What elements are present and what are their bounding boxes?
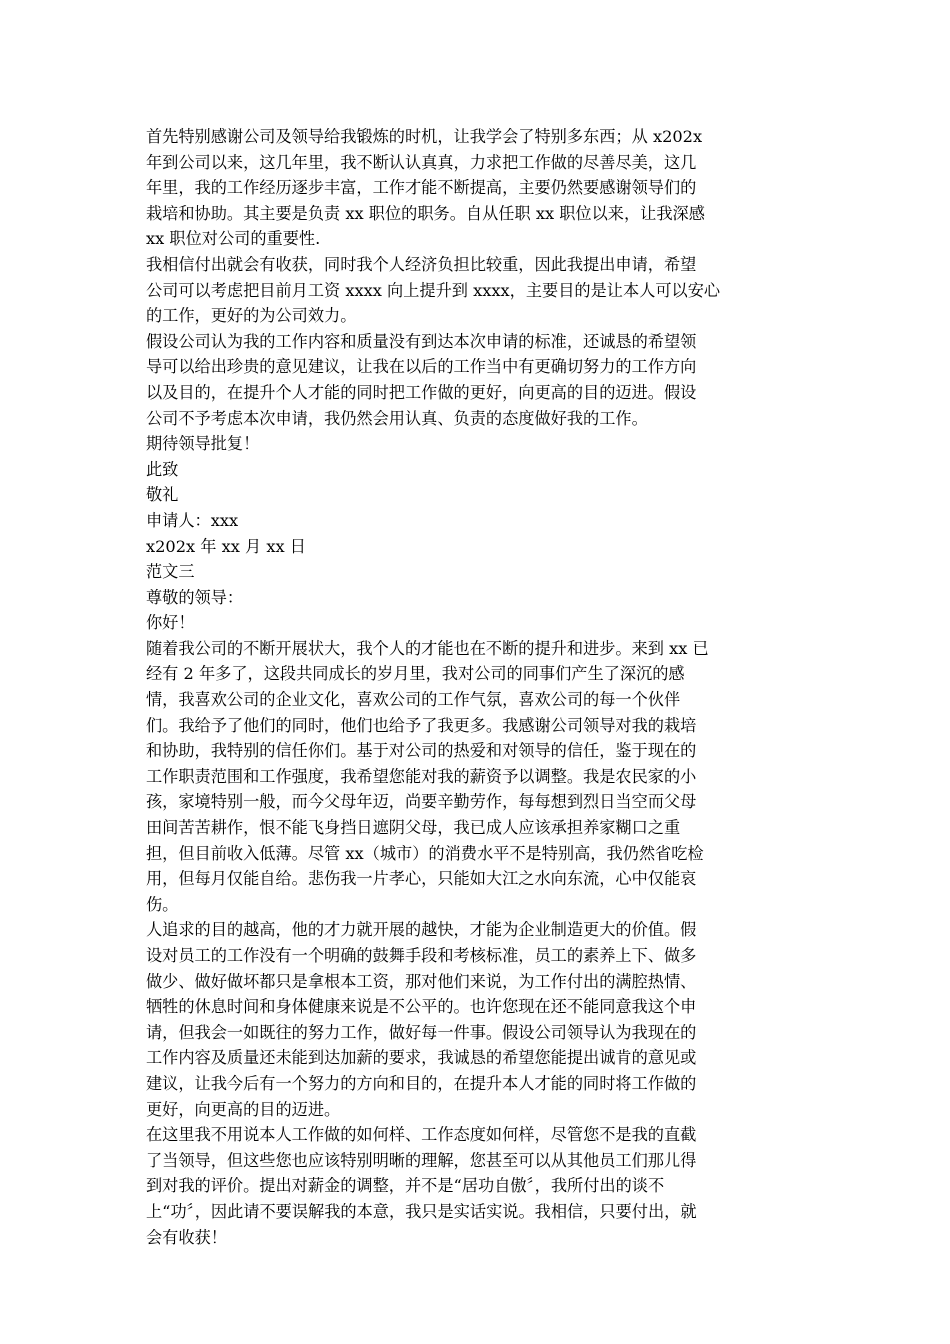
text-line: 设对员工的工作没有一个明确的鼓舞手段和考核标准，员工的素养上下、做多 (146, 946, 697, 965)
text-line: 尊敬的领导： (146, 587, 244, 607)
text-line: 请，但我会一如既往的努力工作，做好每一件事。假设公司领导认为我现在的 (146, 1022, 697, 1042)
text-line: 期待领导批复！ (146, 434, 260, 454)
text-line: 经有 2 年多了，这段共同成长的岁月里，我对公司的同事们产生了深沉的感 (146, 664, 685, 684)
text-line: 公司可以考虑把目前月工资 xxxx 向上提升到 xxxx，主要目的是让本人可以安心 (146, 280, 721, 300)
text-line: 用，但每月仅能自给。悲伤我一片孝心，只能如大江之水向东流，心中仅能哀 (146, 869, 697, 889)
text-line: 到对我的评价。提出对薪金的调整，并不是“居功自傲〞，我所付出的谈不 (146, 1176, 665, 1196)
text-line: 建议，让我今后有一个努力的方向和目的，在提升本人才能的同时将工作做的 (146, 1073, 697, 1093)
text-line: 的工作，更好的为公司效力。 (146, 306, 357, 326)
text-line: 导可以给出珍贵的意见建议，让我在以后的工作当中有更确切努力的工作方向 (146, 357, 697, 377)
text-line: 情，我喜欢公司的企业文化，喜欢公司的工作气氛，喜欢公司的每一个伙伴 (146, 690, 681, 710)
text-line: 我相信付出就会有收获，同时我个人经济负担比较重，因此我提出申请，希望 (146, 254, 697, 274)
text-line: 年到公司以来，这几年里，我不断认认真真，力求把工作做的尽善尽美，这几 (146, 152, 697, 172)
text-line: 此致 (146, 459, 179, 479)
text-line: 上“功〞，因此请不要误解我的本意，我只是实话实说。我相信，只要付出，就 (146, 1201, 697, 1221)
text-line: 敬礼 (146, 485, 179, 505)
text-line: xx 职位对公司的重要性. (146, 229, 321, 249)
text-line: 牺牲的休息时间和身体健康来说是不公平的。也许您现在还不能同意我这个申 (146, 997, 697, 1017)
text-line: 伤。 (146, 894, 179, 914)
text-line: 担，但目前收入低薄。尽管 xx（城市）的消费水平不是特别高，我仍然省吃检 (146, 843, 704, 863)
text-line: 更好，向更高的目的迈进。 (146, 1099, 341, 1119)
text-line: 你好！ (146, 613, 195, 633)
text-line: 了当领导，但这些您也应该特别明晰的理解，您甚至可以从其他员工们那儿得 (146, 1150, 697, 1170)
text-line: 会有收获！ (146, 1227, 227, 1247)
text-line: 假设公司认为我的工作内容和质量没有到达本次申请的标准，还诚恳的希望领 (146, 331, 697, 351)
text-line: 申请人：xxx (146, 510, 239, 530)
text-line: 人追求的目的越高，他的才力就开展的越快，才能为企业制造更大的价值。假 (146, 920, 697, 940)
document-page (146, 124, 806, 1250)
text-line: 工作职责范围和工作强度，我希望您能对我的薪资予以调整。我是农民家的小 (146, 766, 697, 786)
text-line: 以及目的，在提升个人才能的同时把工作做的更好，向更高的目的迈进。假设 (146, 382, 697, 402)
text-line: 田间苦苦耕作，恨不能飞身挡日遮阴父母，我已成人应该承担养家糊口之重 (146, 818, 681, 838)
text-line: x202x 年 xx 月 xx 日 (146, 536, 306, 556)
text-line: 公司不予考虑本次申请，我仍然会用认真、负责的态度做好我的工作。 (146, 408, 648, 428)
text-line: 和协助，我特别的信任你们。基于对公司的热爱和对领导的信任，鉴于现在的 (146, 741, 697, 761)
text-line: 孩，家境特别一般，而今父母年迈，尚要辛勤劳作，每每想到烈日当空而父母 (146, 792, 697, 812)
text-line: 在这里我不用说本人工作做的如何样、工作态度如何样，尽管您不是我的直截 (146, 1125, 697, 1145)
text-line: 做少、做好做坏都只是拿根本工资，那对他们来说，为工作付出的满腔热情、 (146, 971, 697, 991)
text-line: 首先特别感谢公司及领导给我锻炼的时机，让我学会了特别多东西；从 x202x (146, 127, 703, 146)
text-line: 栽培和协助。其主要是负责 xx 职位的职务。自从任职 xx 职位以来，让我深感 (146, 203, 705, 223)
text-line: 们。我给予了他们的同时，他们也给予了我更多。我感谢公司领导对我的栽培 (146, 715, 697, 735)
text-line: 随着我公司的不断开展状大，我个人的才能也在不断的提升和进步。来到 xx 已 (146, 638, 709, 658)
text-line: 年里，我的工作经历逐步丰富，工作才能不断提高，主要仍然要感谢领导们的 (146, 178, 697, 198)
section-heading: 范文三 (146, 562, 195, 582)
text-line: 工作内容及质量还未能到达加薪的要求，我诚恳的希望您能提出诚肯的意见或 (146, 1048, 697, 1068)
